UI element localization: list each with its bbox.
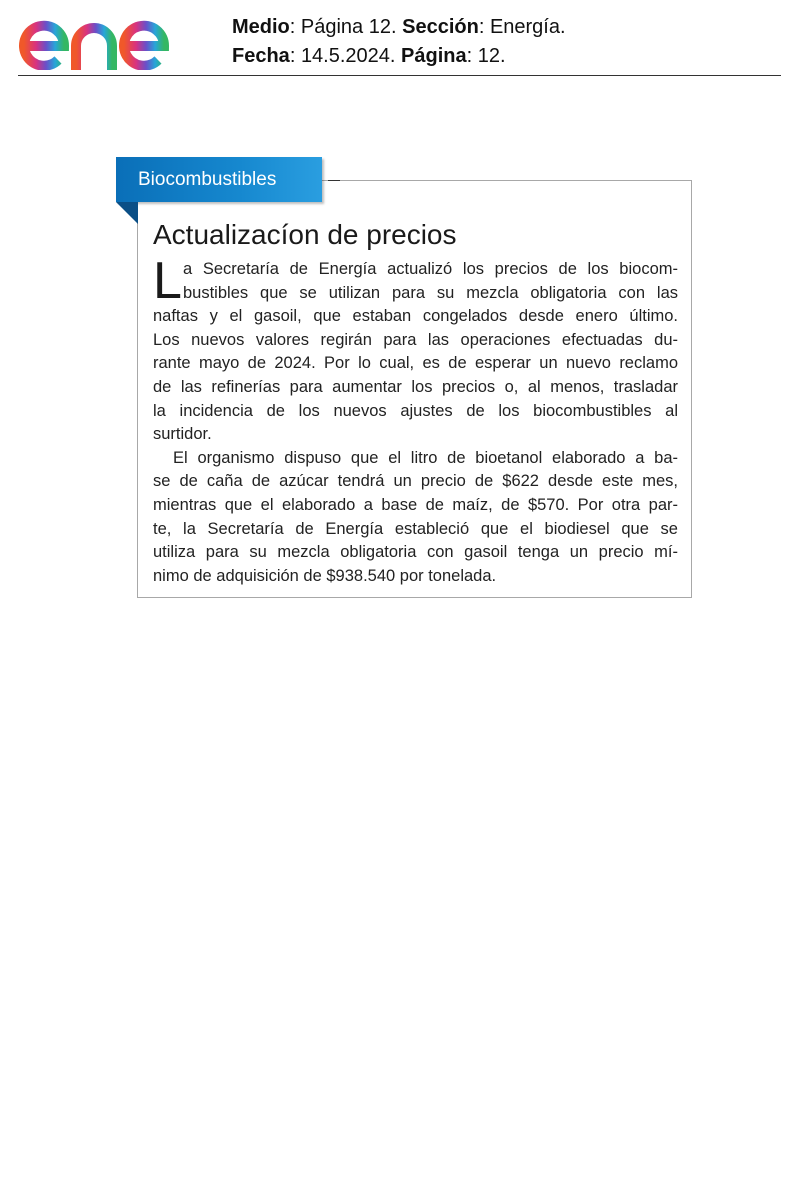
body-line: surtidor. [153,425,212,444]
pagina-value: 12. [477,45,506,67]
kicker-label: Biocombustibles [138,169,277,190]
medio-label: Medio [232,16,290,38]
body-line: utiliza para su mezcla obligatoria con gasoil tenga un precio mí- [153,543,678,562]
body-line: a Secretaría de Energía actualizó los precios de los biocom- [183,260,678,278]
clipping-meta [232,13,566,71]
body-line: Los nuevos valores regirán para las operaciones efectuadas du- [153,330,678,349]
enel-logo [18,4,193,70]
body-line: mientras que el elaborado a base de maíz, de $570. Por otra par- [153,495,678,514]
fecha-label: Fecha [232,45,290,67]
pagina-label: Página [401,45,467,67]
body-line: bustibles que se utilizan para su mezcla obligatoria con las [183,283,678,302]
medio-value: Página 12. [300,16,397,38]
body-line: El organismo dispuso que el litro de bioetanol elaborado a ba- [173,448,678,467]
seccion-value: Energía. [489,16,566,38]
body-line: te, la Secretaría de Energía estableció que el biodiesel que se [153,519,678,538]
meta-line-1: Medio: Página 12. Sección: Energía. [232,16,566,38]
body-line: naftas y el gasoil, que estaban congelados desde enero último. [153,307,678,326]
meta-line-2: Fecha: 14.5.2024. Página: 12. [232,45,506,67]
body-line: rante mayo de 2024. Por lo cual, es de esperar un nuevo reclamo [153,354,678,373]
kicker-rule [328,180,340,181]
seccion-label: Sección [402,16,479,38]
article-body [153,252,678,588]
drop-cap: L [153,252,182,310]
clipping-header [18,0,781,76]
article-title: Actualizacíon de precios [153,219,457,250]
kicker-tab [116,157,322,202]
section-kicker [116,157,328,223]
body-line: se de caña de azúcar tendrá un precio de $622 desde este mes, [153,472,678,491]
body-line: nimo de adquisición de $938.540 por tonelada. [153,566,497,585]
fecha-value: 14.5.2024. [300,45,396,67]
kicker-fold [116,202,138,224]
body-line: la incidencia de los nuevos ajustes de los biocombustibles al [153,401,678,420]
body-line: de las refinerías para aumentar los precios o, al menos, trasladar [153,377,678,396]
